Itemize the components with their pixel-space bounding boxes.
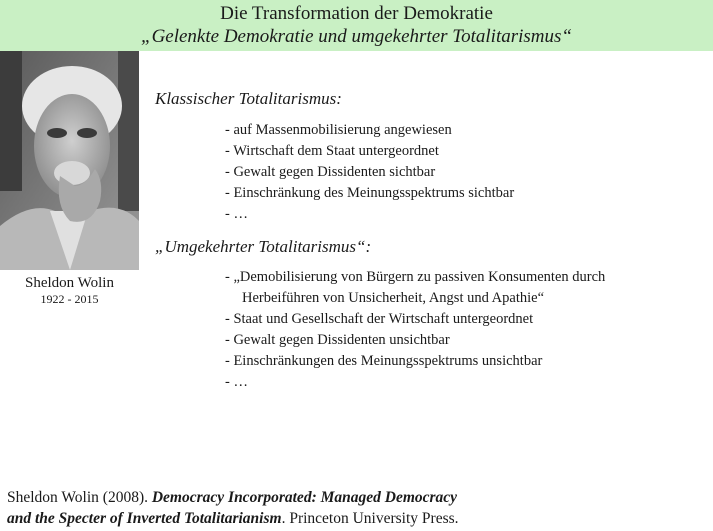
classic-heading: Klassischer Totalitarismus:: [155, 89, 342, 108]
list-item: - Einschränkungen des Meinungsspektrums unsichtbar: [225, 353, 543, 369]
citation-author-year: Sheldon Wolin (2008).: [7, 489, 152, 506]
inverted-heading: „Umgekehrter Totalitarismus“:: [155, 237, 372, 256]
list-item: - Einschränkung des Meinungsspektrums sichtbar: [225, 185, 515, 201]
list-item: - …: [225, 374, 248, 390]
slide-header: [0, 0, 713, 51]
slide-subtitle: „Gelenkte Demokratie und umgekehrter Totalitarismus“: [141, 26, 572, 47]
citation-title-2: and the Specter of Inverted Totalitarianism: [7, 510, 282, 527]
list-item: - Wirtschaft dem Staat untergeordnet: [225, 143, 439, 159]
portrait-name: Sheldon Wolin: [25, 275, 114, 291]
citation-line-1: [7, 487, 459, 508]
citation-title-1: Democracy Incorporated: Managed Democracy: [151, 489, 458, 506]
portrait-photo: [0, 51, 139, 270]
list-item: - auf Massenmobilisierung angewiesen: [225, 122, 452, 138]
classic-list: [225, 120, 514, 225]
list-item: - „Demobilisierung von Bürgern zu passiven Konsumenten durch: [225, 269, 606, 285]
inverted-list: [225, 267, 605, 393]
list-item: - Staat und Gesellschaft der Wirtschaft untergeordnet: [225, 311, 534, 327]
citation-publisher: . Princeton University Press.: [281, 510, 459, 527]
list-item-continuation: Herbeiführen von Unsicherheit, Angst und Apathie“: [242, 290, 545, 306]
list-item: - Gewalt gegen Dissidenten unsichtbar: [225, 332, 450, 348]
portrait-years: 1922 - 2015: [40, 292, 99, 306]
list-item: - …: [225, 206, 248, 222]
citation: [7, 487, 459, 529]
slide-title: Die Transformation der Demokratie: [220, 3, 493, 24]
list-item: - Gewalt gegen Dissidenten sichtbar: [225, 164, 436, 180]
citation-line-2: [7, 508, 459, 529]
